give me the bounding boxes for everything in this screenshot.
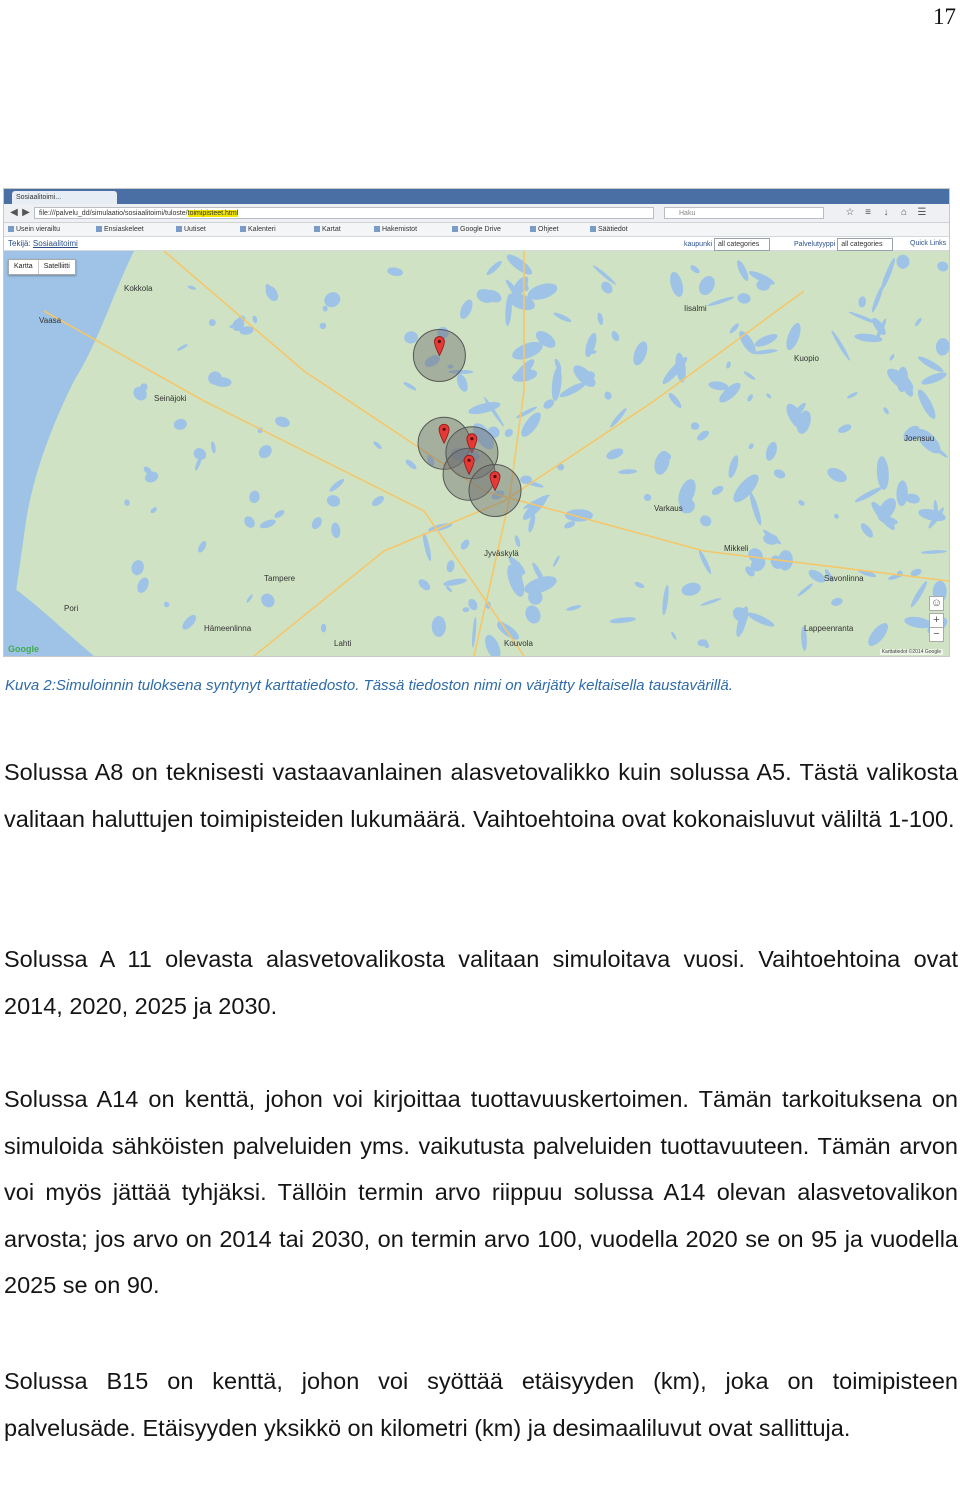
browser-search-input[interactable]: Haku <box>664 207 824 219</box>
map-pin-dot <box>438 340 441 343</box>
bookmark-list-icon[interactable]: ≡ <box>865 207 871 218</box>
map-type-satellite-button[interactable]: Satelliitti <box>38 260 75 274</box>
bookmark-item[interactable]: Kalenteri <box>240 224 276 235</box>
city-label: Joensuu <box>904 434 935 443</box>
app-header <box>4 237 949 251</box>
figure-caption: Kuva 2:Simuloinnin tuloksena syntynyt karttatiedosto. Tässä tiedoston nimi on värjätty keltaisella taustavärillä. <box>5 677 733 694</box>
map-canvas[interactable] <box>4 251 949 656</box>
lake <box>432 616 446 637</box>
browser-url-bar <box>4 204 949 223</box>
bookmark-item[interactable]: Usein vierailtu <box>8 224 60 235</box>
city-label: Kokkola <box>124 284 153 293</box>
bookmarks-toolbar <box>4 223 949 237</box>
forward-icon[interactable]: ▶ <box>22 207 30 218</box>
map-pin-dot <box>468 459 471 462</box>
city-select[interactable]: all categories <box>714 238 770 251</box>
city-label: Jyväskylä <box>484 549 519 558</box>
map-area[interactable] <box>4 251 949 656</box>
page-number: 17 <box>933 4 956 29</box>
map-copyright: Karttatiedot ©2014 Google <box>881 649 941 655</box>
bookmark-item[interactable]: Ohjeet <box>530 224 559 235</box>
zoom-in-button[interactable]: + <box>929 613 944 628</box>
address-input[interactable] <box>34 207 654 219</box>
map-screenshot-figure <box>3 188 950 657</box>
browser-tab[interactable]: Sosiaalitoimi... <box>12 191 117 204</box>
city-label: Vaasa <box>39 316 62 325</box>
highlighted-file-name: toimipisteet.html <box>187 210 239 217</box>
paragraph: Solussa A 11 olevasta alasvetovalikosta valitaan simuloitava vuosi. Vaihtoehtoina ovat 2014, 2020, 2025 ja 2030. <box>4 946 958 1019</box>
city-label: Lahti <box>334 639 352 648</box>
home-icon[interactable]: ⌂ <box>900 207 908 218</box>
map-pin-dot <box>443 428 446 431</box>
city-label: Kouvola <box>504 639 533 648</box>
city-label: Pori <box>64 604 79 613</box>
bookmark-item[interactable]: Uutiset <box>176 224 206 235</box>
city-filter[interactable]: kaupunki all categories <box>684 238 770 251</box>
download-icon[interactable]: ↓ <box>883 207 889 218</box>
browser-tab-bar <box>4 189 949 204</box>
bookmark-item[interactable]: Hakemistot <box>374 224 417 235</box>
url-path: file:///palvelu_dd/simulaatio/sosiaalitoimi/tuloste/ <box>39 210 188 217</box>
paragraph: Solussa B15 on kenttä, johon voi syöttää etäisyyden (km), joka on toimipisteen palvelusäde. Etäisyyden yksikkö on kilometri (km) ja desimaaliluvut ovat sallittuja. <box>4 1368 958 1441</box>
paragraph: Solussa A8 on teknisesti vastaavanlainen alasvetovalikko kuin solussa A5. Tästä valikosta valitaan haluttujen toimipisteiden lukumäärä. Vaihtoehtoina ovat kokonaisluvut väliltä 1-100. <box>4 759 958 832</box>
map-type-map-button[interactable]: Kartta <box>14 263 33 270</box>
menu-icon[interactable]: ☰ <box>917 207 927 218</box>
city-label: Seinäjoki <box>154 394 187 403</box>
pegman-icon[interactable]: ☺ <box>930 597 943 609</box>
bookmark-item[interactable]: Google Drive <box>452 224 501 235</box>
app-title: Tekijä: Sosiaalitoimi <box>8 239 78 248</box>
bookmark-item[interactable]: Säätiedot <box>590 224 628 235</box>
city-label: Lappeenranta <box>804 624 854 633</box>
paragraph: Solussa A14 on kenttä, johon voi kirjoittaa tuottavuuskertoimen. Tämän tarkoituksena on simuloida sähköisten palveluiden yms. vaikutusta palveluiden tuottavuuteen. Tämän arvon voi myös jättää tyhjäksi. Tällöin termin arvo riippuu solussa A14 olevan alasvetovalikon arvosta; jos arvo on 2014 tai 2030, on termin arvo 100, vuodella 2020 se on 95 ja vuodella 2025 se on 90. <box>4 1086 958 1298</box>
city-label: Mikkeli <box>724 544 749 553</box>
service-select[interactable]: all categories <box>837 238 893 251</box>
bookmark-item[interactable]: Ensiaskeleet <box>96 224 144 235</box>
map-pin-dot <box>470 437 473 440</box>
bookmark-item[interactable]: Kartat <box>314 224 341 235</box>
back-icon[interactable]: ◀ <box>10 207 18 218</box>
star-icon[interactable]: ☆ <box>845 207 855 218</box>
zoom-out-button[interactable]: − <box>929 627 944 642</box>
quick-links[interactable]: Quick Links <box>910 240 947 247</box>
city-label: Kuopio <box>794 354 819 363</box>
app-link[interactable]: Sosiaalitoimi <box>32 239 78 248</box>
city-label: Hämeenlinna <box>204 624 252 633</box>
map-type-toggle[interactable] <box>8 259 76 275</box>
google-logo: Google <box>8 644 39 654</box>
map-pin-dot <box>493 475 496 478</box>
city-label: Tampere <box>264 574 296 583</box>
office-marker[interactable] <box>413 330 465 382</box>
office-marker[interactable] <box>469 465 521 517</box>
city-label: Iisalmi <box>684 304 707 313</box>
city-label: Savonlinna <box>824 574 864 583</box>
service-filter[interactable]: Palvelutyyppi all categories <box>794 238 893 251</box>
city-label: Varkaus <box>654 504 683 513</box>
